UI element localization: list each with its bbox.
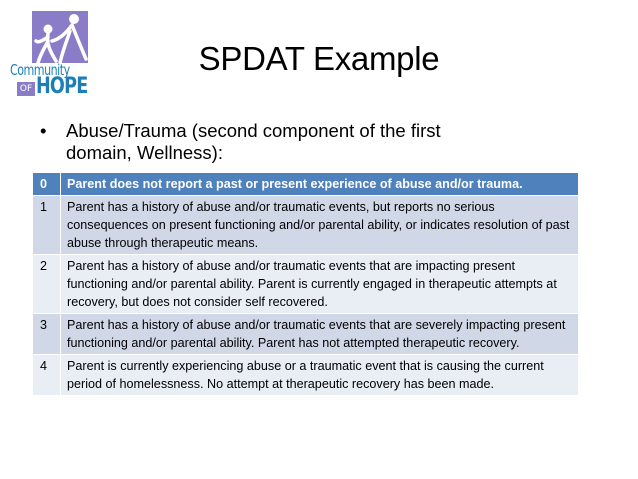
- description-cell: Parent has a history of abuse and/or traumatic events that are impacting present functioning and/or parental ability. Parent is currently engaged in therapeutic attempts at recovery, but does not consider self recovered.: [61, 255, 579, 314]
- description-cell: Parent does not report a past or present experience of abuse and/or trauma.: [61, 173, 579, 196]
- scoring-table: [32, 172, 579, 396]
- logo-of-text: OF: [17, 82, 35, 96]
- table-row: [33, 314, 579, 355]
- score-cell: 1: [33, 196, 61, 255]
- table-row: [33, 355, 579, 396]
- logo-hope-text: HOPE: [36, 74, 88, 99]
- score-cell: 3: [33, 314, 61, 355]
- description-cell: Parent is currently experiencing abuse or a traumatic event that is causing the current period of homelessness. No attempt at therapeutic recovery has been made.: [61, 355, 579, 396]
- table-row: [33, 196, 579, 255]
- slide-title: SPDAT Example: [198, 40, 440, 77]
- table-row: [33, 173, 579, 196]
- score-cell: 0: [33, 173, 61, 196]
- score-cell: 2: [33, 255, 61, 314]
- score-cell: 4: [33, 355, 61, 396]
- description-cell: Parent has a history of abuse and/or traumatic events that are severely impacting present functioning and/or parental ability. Parent has not attempted therapeutic recovery.: [61, 314, 579, 355]
- bullet-text: Abuse/Trauma (second component of the first domain, Wellness):: [66, 120, 441, 163]
- table-row: [33, 255, 579, 314]
- logo-community-text: Community: [10, 61, 70, 79]
- description-cell: Parent has a history of abuse and/or traumatic events, but reports no serious consequences on present functioning and/or parental ability, or indicates resolution of past abuse through therapeutic means.: [61, 196, 579, 255]
- bullet-icon: •: [40, 120, 47, 141]
